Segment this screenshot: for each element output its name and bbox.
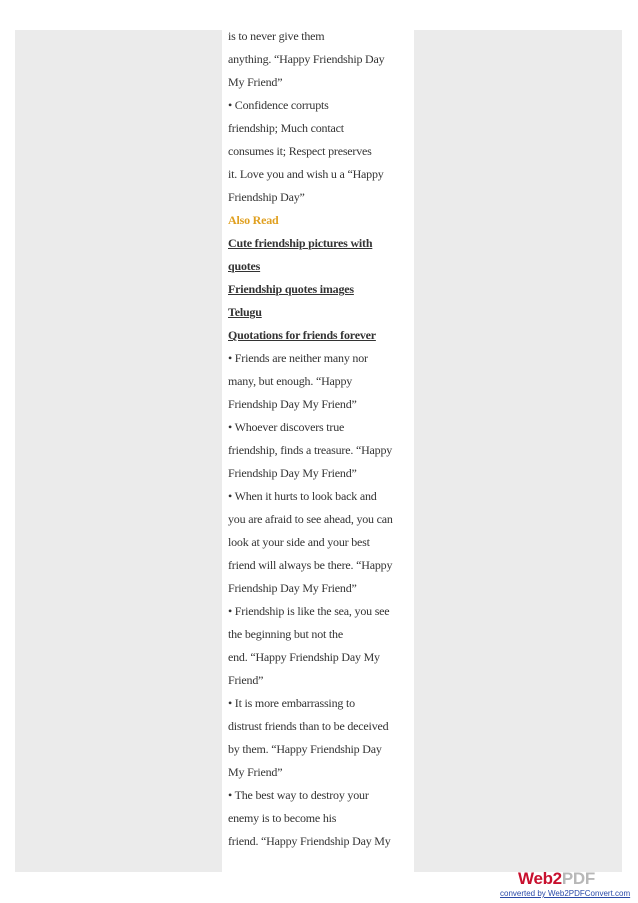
text-line: it. Love you and wish u a “Happy: [228, 167, 384, 181]
text-line: • Friendship is like the sea, you see: [228, 604, 390, 618]
text-line: Friendship Day My Friend”: [228, 581, 357, 595]
link-cute-friendship-pictures-cont[interactable]: quotes: [228, 259, 261, 273]
text-line: is to never give them: [228, 29, 325, 43]
web2pdf-logo[interactable]: [500, 869, 631, 900]
text-line: enemy is to become his: [228, 811, 337, 825]
text-line: end. “Happy Friendship Day My: [228, 650, 380, 664]
text-line: look at your side and your best: [228, 535, 370, 549]
article-column: [228, 25, 412, 853]
text-line: friendship, finds a treasure. “Happy: [228, 443, 393, 457]
converted-by-link[interactable]: converted by Web2PDFConvert.com: [500, 889, 631, 898]
right-gray-panel: [414, 30, 622, 872]
text-line: Friendship Day My Friend”: [228, 397, 357, 411]
left-gray-panel: [15, 30, 222, 872]
link-friendship-quotes-telugu-cont[interactable]: Telugu: [228, 305, 262, 319]
text-line: • When it hurts to look back and: [228, 489, 377, 503]
link-friendship-quotes-telugu[interactable]: Friendship quotes images: [228, 282, 354, 296]
text-line: by them. “Happy Friendship Day: [228, 742, 382, 756]
text-line: • Confidence corrupts: [228, 98, 329, 112]
link-cute-friendship-pictures[interactable]: Cute friendship pictures with: [228, 236, 373, 250]
text-line: • The best way to destroy your: [228, 788, 369, 802]
text-line: Friendship Day”: [228, 190, 305, 204]
text-line: distrust friends than to be deceived: [228, 719, 389, 733]
text-line: consumes it; Respect preserves: [228, 144, 372, 158]
logo-web2-text: Web2: [518, 869, 562, 888]
text-line: friendship; Much contact: [228, 121, 344, 135]
text-line: My Friend”: [228, 75, 283, 89]
text-line: • Friends are neither many nor: [228, 351, 368, 365]
text-line: Friendship Day My Friend”: [228, 466, 357, 480]
text-line: anything. “Happy Friendship Day: [228, 52, 385, 66]
text-line: friend. “Happy Friendship Day My: [228, 834, 391, 848]
text-line: • Whoever discovers true: [228, 420, 345, 434]
text-line: you are afraid to see ahead, you can: [228, 512, 393, 526]
link-quotations-friends-forever[interactable]: Quotations for friends forever: [228, 328, 376, 342]
also-read-heading: Also Read: [228, 213, 279, 227]
text-line: many, but enough. “Happy: [228, 374, 353, 388]
text-line: My Friend”: [228, 765, 283, 779]
text-line: friend will always be there. “Happy: [228, 558, 393, 572]
logo-pdf-text: PDF: [561, 869, 595, 888]
text-line: • It is more embarrassing to: [228, 696, 355, 710]
web2pdf-wordmark: [518, 869, 595, 889]
text-line: the beginning but not the: [228, 627, 343, 641]
text-line: Friend”: [228, 673, 264, 687]
